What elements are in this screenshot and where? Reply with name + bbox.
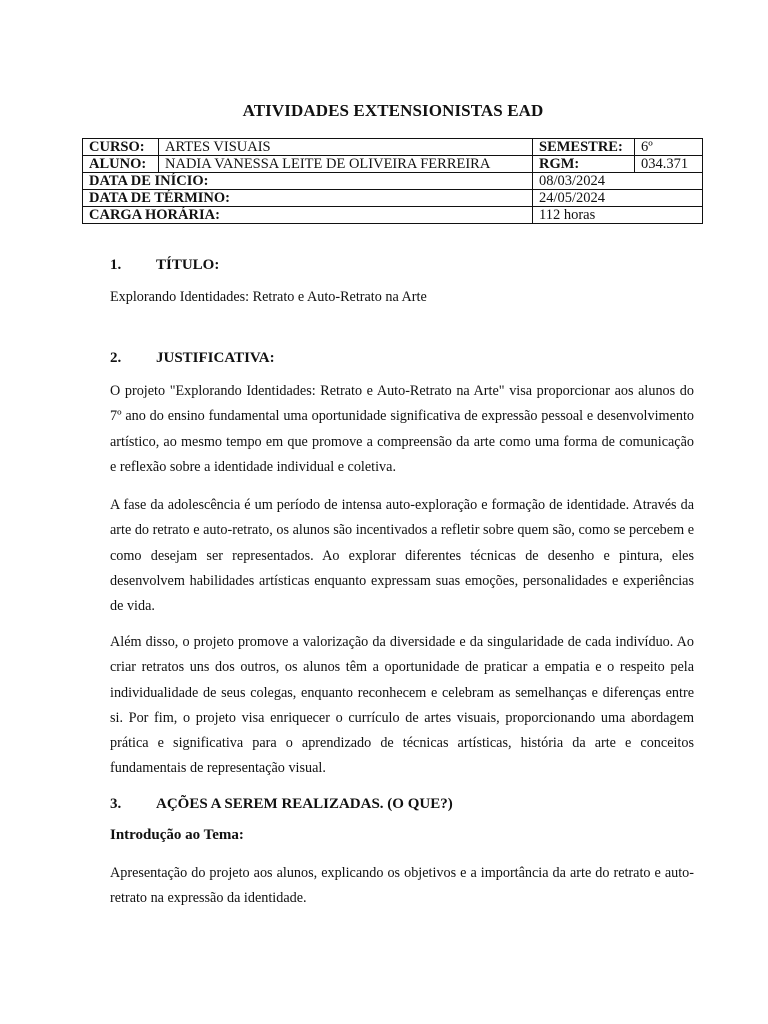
rgm-label: RGM: xyxy=(533,156,635,173)
section-2-number: 2. xyxy=(110,350,122,366)
document-title: ATIVIDADES EXTENSIONISTAS EAD xyxy=(242,101,544,120)
data-inicio-label: DATA DE INÍCIO: xyxy=(83,173,533,190)
justificativa-paragraph-2: A fase da adolescência é um período de intensa auto-exploração e formação de identidade. Através da arte do retrato e auto-retrato, os alunos são incentivados a refletir sobre quem são, como se percebem e como desejam ser representados. Ao explorar diferentes técnicas de desenho e pintura, eles desenvolvem habilidades artísticas enquanto expressam suas emoções, personalidades e experiências de vida. xyxy=(110,497,694,615)
carga-horaria-value: 112 horas xyxy=(533,207,703,224)
section-1-heading xyxy=(110,257,219,274)
info-row-data-termino xyxy=(83,190,703,207)
section-1-paragraph: Explorando Identidades: Retrato e Auto-Retrato na Arte xyxy=(110,289,427,305)
curso-label: CURSO: xyxy=(83,139,159,156)
section-2-heading xyxy=(110,350,275,367)
section-1-title: TÍTULO: xyxy=(156,257,220,273)
section-3-title: AÇÕES A SEREM REALIZADAS. (O QUE?) xyxy=(156,796,453,812)
section-2-title: JUSTIFICATIVA: xyxy=(156,350,275,366)
section-3-subheading: Introdução ao Tema: xyxy=(110,827,244,843)
section-3-body xyxy=(110,861,694,912)
curso-value: ARTES VISUAIS xyxy=(159,139,533,156)
rgm-value: 034.371 xyxy=(635,156,703,173)
justificativa-paragraph-1: O projeto "Explorando Identidades: Retrato e Auto-Retrato na Arte" visa proporcionar aos alunos do 7º ano do ensino fundamental uma oportunidade significativa de expressão pessoal e desenvolvimento artístico, ao mesmo tempo em que promove a compreensão da arte como uma forma de comunicação e reflexão sobre a identidade individual e coletiva. xyxy=(110,383,694,475)
aluno-label: ALUNO: xyxy=(83,156,159,173)
info-row-carga-horaria xyxy=(83,207,703,224)
data-termino-value: 24/05/2024 xyxy=(533,190,703,207)
section-2-body-2 xyxy=(110,493,694,619)
data-inicio-value: 08/03/2024 xyxy=(533,173,703,190)
section-2-body-3 xyxy=(110,630,694,782)
info-table xyxy=(82,138,703,224)
section-3-number: 3. xyxy=(110,796,122,812)
data-termino-label: DATA DE TÉRMINO: xyxy=(83,190,533,207)
justificativa-paragraph-3: Além disso, o projeto promove a valorização da diversidade e da singularidade de cada indivíduo. Ao criar retratos uns dos outros, os alunos têm a oportunidade de praticar a empatia e o respeito pela individualidade de seus colegas, enquanto reconhecem e celebram as semelhanças e diferenças entre si. Por fim, o projeto visa enriquecer o currículo de artes visuais, proporcionando uma abordagem prática e significativa para o aprendizado de técnicas artísticas, história da arte e conceitos fundamentais de representação visual. xyxy=(110,634,694,777)
aluno-value: NADIA VANESSA LEITE DE OLIVEIRA FERREIRA xyxy=(159,156,533,173)
carga-horaria-label: CARGA HORÁRIA: xyxy=(83,207,533,224)
info-row-data-inicio xyxy=(83,173,703,190)
info-row-aluno xyxy=(83,156,703,173)
semestre-value: 6º xyxy=(635,139,703,156)
section-2-body xyxy=(110,379,694,480)
section-3-heading xyxy=(110,796,453,813)
section-1-number: 1. xyxy=(110,257,122,273)
section-1-body xyxy=(110,285,694,310)
semestre-label: SEMESTRE: xyxy=(533,139,635,156)
info-row-curso xyxy=(83,139,703,156)
section-3-paragraph: Apresentação do projeto aos alunos, explicando os objetivos e a importância da arte do retrato e auto-retrato na expressão da identidade. xyxy=(110,865,694,907)
